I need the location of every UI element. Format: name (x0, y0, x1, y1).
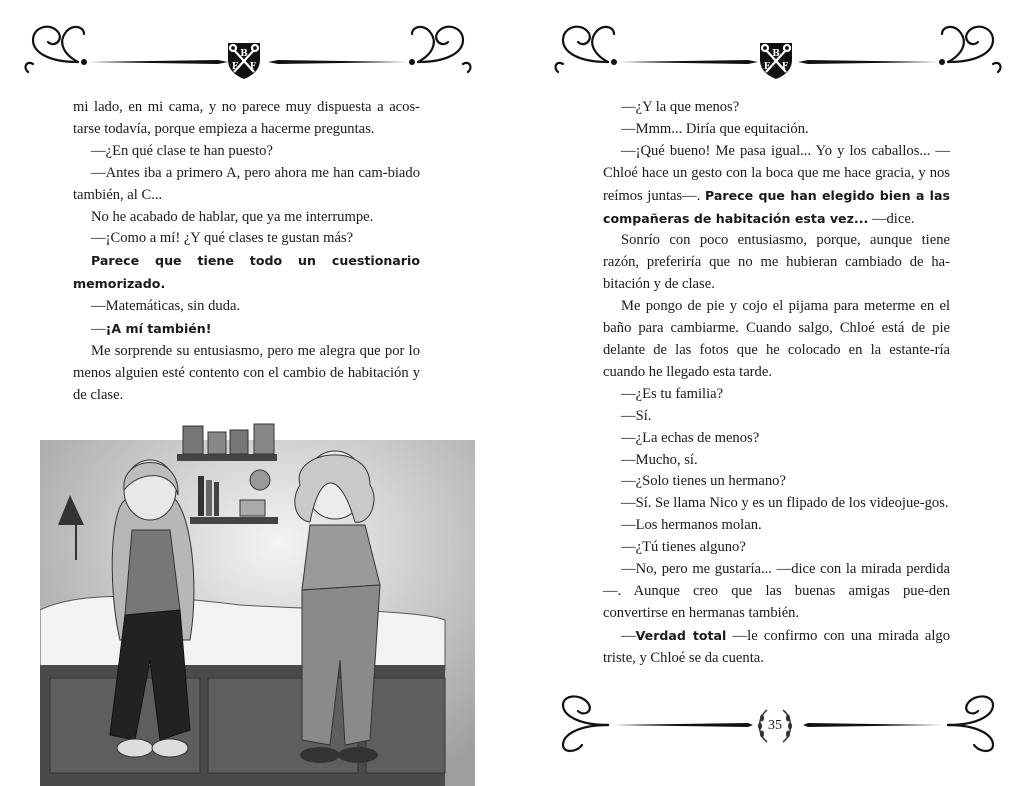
emphasis-text: Verdad total (635, 627, 727, 643)
text-run: mi lado, en mi cama, y no parece muy dispuesta a acos-tarse todavía, porque empieza a hacerme preguntas. (73, 99, 420, 137)
paragraph (73, 141, 420, 163)
text-run: —Antes iba a primero A, pero ahora me han cam-biado también, al C... (73, 164, 420, 203)
crest-letter: F (249, 62, 257, 72)
text-run: —¿En qué clase te han puesto? (91, 142, 273, 159)
text-run: —¿Tú tienes alguno? (621, 539, 746, 556)
text-run: —Matemáticas, sin duda. (91, 298, 241, 315)
crossed-keys-shield-icon (224, 40, 264, 80)
paragraph (603, 537, 950, 559)
page-number: 35 (768, 718, 782, 733)
text-run: —Mucho, sí. (621, 451, 698, 468)
paragraph (603, 515, 950, 537)
paragraph (603, 559, 950, 625)
paragraph (73, 163, 420, 207)
text-run: —Sí. Se llama Nico y es un flipado de los videojue-gos. (621, 495, 949, 512)
paragraph (73, 341, 420, 407)
paragraph (73, 250, 420, 296)
paragraph (603, 119, 950, 141)
text-run: —Mmm... Diría que equitación. (621, 120, 809, 137)
text-run: Me pongo de pie y cojo el pijama para meterme en el baño para cambiarme. Cuando salgo, Chloé está de pie delante de las fotos que he colocado en la estante-ría cuando he llegado esta tarde. (603, 298, 950, 380)
paragraph (603, 493, 950, 515)
text-run: —¿La echas de menos? (621, 429, 760, 446)
text-run: Sonrío con poco entusiasmo, porque, aunque tiene razón, preferiría que no me hubieran cambiado de ha-bitación y de clase. (603, 232, 950, 293)
paragraph (73, 207, 420, 229)
paragraph (603, 450, 950, 472)
paragraph (603, 406, 950, 428)
crest-letter: B (772, 49, 780, 59)
paragraph (73, 228, 420, 250)
text-run: —le confirmo con una mirada algo triste, y Chloé se da cuenta. (603, 627, 951, 666)
paragraph (603, 471, 950, 493)
text-run: —Sí. (621, 407, 652, 424)
crest-letter: F (763, 62, 771, 72)
paragraph (603, 230, 950, 296)
crest-letter: F (231, 62, 239, 72)
text-run: —dice. (868, 210, 915, 227)
left-page-body-text (73, 97, 420, 407)
paragraph (73, 296, 420, 318)
two-girls-on-bed-illustration (40, 410, 475, 786)
emphasis-text: Parece que tiene todo un cuestionario memorizado. (73, 253, 420, 292)
text-run: —¡Qué bueno! Me pasa igual... Yo y los caballos... —Chloé hace un gesto con la boca que me hace gracia, y nos reímos juntas—. (603, 142, 950, 204)
paragraph (603, 141, 950, 231)
crest-letter: B (240, 49, 248, 59)
emphasis-text: ¡A mí también! (105, 321, 212, 337)
paragraph (73, 318, 420, 341)
crossed-keys-shield-icon (756, 40, 796, 80)
text-run: —No, pero me gustaría... —dice con la mirada perdida—. Aunque creo que las buenas amigas pue-den convertirse en hermanas también. (603, 561, 950, 621)
right-page (512, 0, 1024, 786)
text-run: — (621, 627, 636, 644)
right-page-body-text (603, 97, 950, 670)
text-run: — (91, 321, 106, 338)
crest-letter: F (781, 62, 789, 72)
text-run: —¿Y la que menos? (621, 99, 740, 115)
text-run: No he acabado de hablar, que ya me interrumpe. (91, 208, 374, 225)
text-run: —¡Como a mí! ¿Y qué clases te gustan más? (91, 230, 354, 247)
paragraph (603, 97, 950, 119)
paragraph (603, 428, 950, 450)
text-run: —Los hermanos molan. (621, 517, 762, 534)
paragraph (603, 296, 950, 384)
text-run: —¿Es tu familia? (621, 385, 724, 402)
emphasis-text: Parece que han elegido bien a las compañeras de habitación esta vez... (603, 187, 950, 226)
text-run: Me sorprende su entusiasmo, pero me alegra que por lo menos alguien esté contento con el cambio de habitación y de clase. (73, 342, 420, 403)
paragraph (603, 384, 950, 406)
paragraph (603, 625, 950, 670)
paragraph (73, 97, 420, 141)
text-run: —¿Solo tienes un hermano? (621, 473, 786, 490)
